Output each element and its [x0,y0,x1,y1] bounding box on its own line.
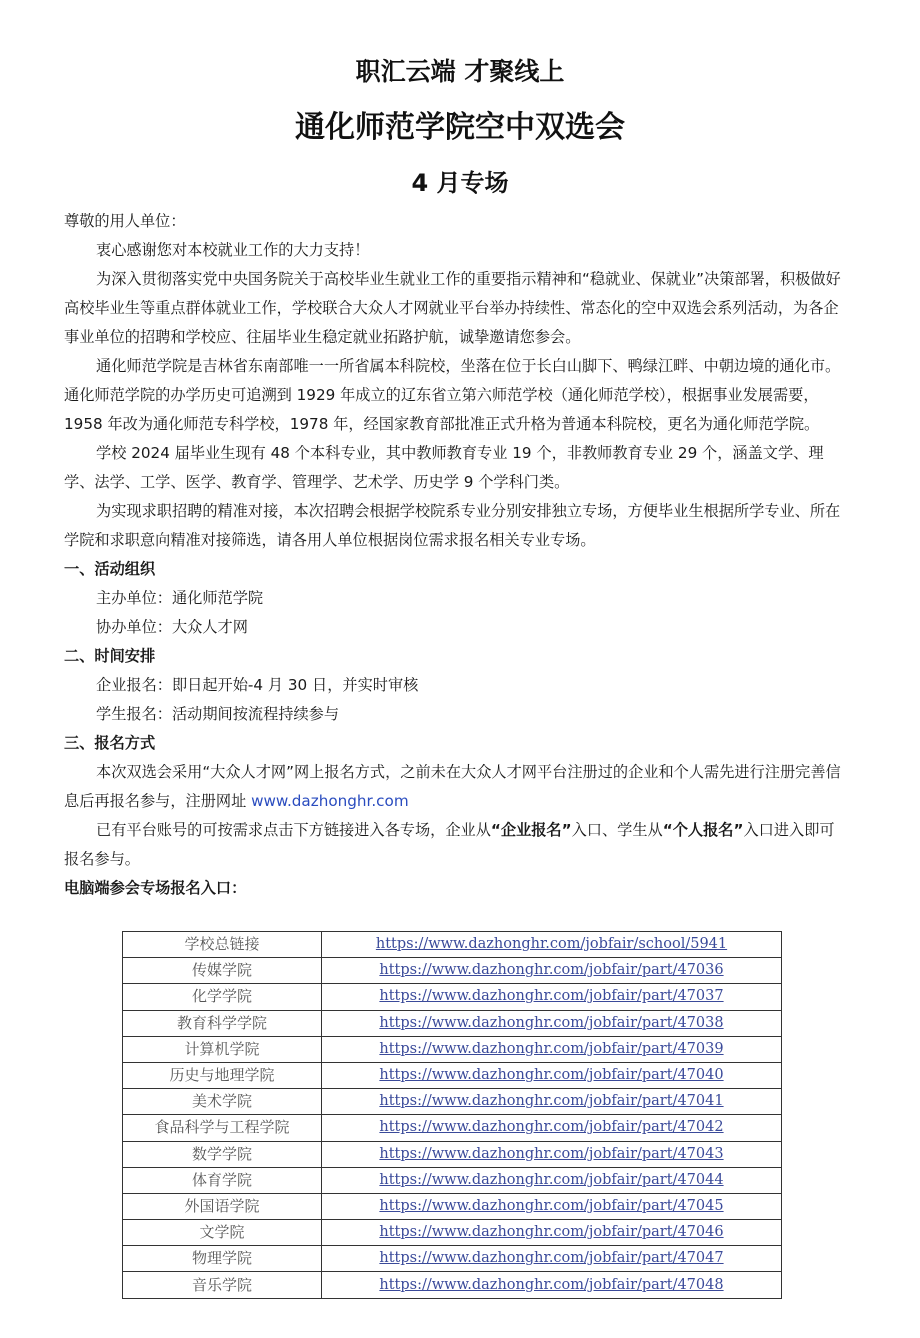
college-name: 历史与地理学院 [123,1062,322,1088]
college-name: 物理学院 [123,1246,322,1272]
section-heading-schedule: 二、时间安排 [64,647,156,665]
company-registration-line: 企业报名：即日起开始-4 月 30 日，并实时审核 [96,676,419,694]
college-name: 体育学院 [123,1167,322,1193]
college-name: 数学学院 [123,1141,322,1167]
table-row [123,1246,782,1272]
college-link[interactable]: https://www.dazhonghr.com/jobfair/part/47047 [322,1246,782,1272]
registration-text: 本次双选会采用“大众人才网”网上报名方式，之前未在大众人才网平台注册过的企业和个人需先进行注册完善信息后再报名参与，注册网址 [64,763,841,810]
college-link[interactable]: https://www.dazhonghr.com/jobfair/school/5941 [322,932,782,958]
personal-entry-label: “个人报名” [662,821,744,839]
title-slogan: 职汇云端 才聚线上 [355,57,565,86]
college-name: 外国语学院 [123,1193,322,1219]
college-link[interactable]: https://www.dazhonghr.com/jobfair/part/47037 [322,984,782,1010]
entry-paragraph [64,816,844,874]
college-link[interactable]: https://www.dazhonghr.com/jobfair/part/47041 [322,1089,782,1115]
registration-links-table [122,931,782,1299]
section-heading-registration: 三、报名方式 [64,734,156,752]
college-link[interactable]: https://www.dazhonghr.com/jobfair/part/47040 [322,1062,782,1088]
college-link[interactable]: https://www.dazhonghr.com/jobfair/part/47043 [322,1141,782,1167]
title-main: 通化师范学院空中双选会 [295,110,625,145]
table-heading: 电脑端参会专场报名入口： [64,879,247,897]
table-row [123,1115,782,1141]
college-name: 文学院 [123,1220,322,1246]
college-link[interactable]: https://www.dazhonghr.com/jobfair/part/47045 [322,1193,782,1219]
college-link[interactable]: https://www.dazhonghr.com/jobfair/part/47042 [322,1115,782,1141]
table-row [123,932,782,958]
document-body [64,207,844,903]
table-row [123,1062,782,1088]
co-organizer-line: 协办单位：大众人才网 [96,618,248,636]
table-row [123,1193,782,1219]
registration-paragraph [64,758,844,816]
student-registration-line: 学生报名：活动期间按流程持续参与 [96,705,339,723]
organizer-line: 主办单位：通化师范学院 [96,589,264,607]
college-link[interactable]: https://www.dazhonghr.com/jobfair/part/47044 [322,1167,782,1193]
college-name: 食品科学与工程学院 [123,1115,322,1141]
graduates-paragraph: 学校 2024 届毕业生现有 48 个本科专业，其中教师教育专业 19 个，非教师教育专业 29 个，涵盖文学、理学、法学、工学、医学、教育学、管理学、艺术学、历史学 9 个学科门类。 [64,444,824,491]
salutation: 尊敬的用人单位： [64,212,186,230]
thanks-paragraph: 衷心感谢您对本校就业工作的大力支持！ [96,241,370,259]
table-row [123,1272,782,1298]
entry-text-a: 已有平台账号的可按需求点击下方链接进入各专场，企业从 [96,821,491,839]
college-link[interactable]: https://www.dazhonghr.com/jobfair/part/47046 [322,1220,782,1246]
college-name: 美术学院 [123,1089,322,1115]
table-row [123,958,782,984]
college-link[interactable]: https://www.dazhonghr.com/jobfair/part/47036 [322,958,782,984]
table-row [123,1089,782,1115]
table-row [123,1167,782,1193]
title-session: 4 月专场 [411,169,509,197]
college-link[interactable]: https://www.dazhonghr.com/jobfair/part/47038 [322,1010,782,1036]
college-name: 计算机学院 [123,1036,322,1062]
school-intro-paragraph: 通化师范学院是吉林省东南部唯一一所省属本科院校，坐落在位于长白山脚下、鸭绿江畔、中朝边境的通化市。通化师范学院的办学历史可追溯到 1929 年成立的辽东省立第六师范学校（通化师范学校），根据事业发展需要，1958 年改为通化师范专科学校，1978 年，经国家教育部批准正式升格为普通本科院校，更名为通化师范学院。 [64,357,841,433]
entry-text-c: 入口进入即可报名参与。 [64,821,835,868]
college-name: 学校总链接 [123,932,322,958]
table-row [123,984,782,1010]
college-link[interactable]: https://www.dazhonghr.com/jobfair/part/47039 [322,1036,782,1062]
table-row [123,1220,782,1246]
college-name: 化学学院 [123,984,322,1010]
table-row [123,1010,782,1036]
table-row [123,1036,782,1062]
college-name: 教育科学学院 [123,1010,322,1036]
register-website-link[interactable]: www.dazhonghr.com [251,792,409,810]
table-row [123,1141,782,1167]
entry-text-b: 入口、学生从 [571,821,663,839]
college-link[interactable]: https://www.dazhonghr.com/jobfair/part/47048 [322,1272,782,1298]
college-name: 音乐学院 [123,1272,322,1298]
company-entry-label: “企业报名” [490,821,572,839]
purpose-paragraph: 为深入贯彻落实党中央国务院关于高校毕业生就业工作的重要指示精神和“稳就业、保就业”决策部署，积极做好高校毕业生等重点群体就业工作，学校联合大众人才网就业平台举办持续性、常态化的空中双选会系列活动，为各企事业单位的招聘和学校应、往届毕业生稳定就业拓路护航，诚挚邀请您参会。 [64,270,841,346]
college-name: 传媒学院 [123,958,322,984]
matching-paragraph: 为实现求职招聘的精准对接，本次招聘会根据学校院系专业分别安排独立专场，方便毕业生根据所学专业、所在学院和求职意向精准对接筛选，请各用人单位根据岗位需求报名相关专业专场。 [64,502,841,549]
section-heading-organization: 一、活动组织 [64,560,156,578]
